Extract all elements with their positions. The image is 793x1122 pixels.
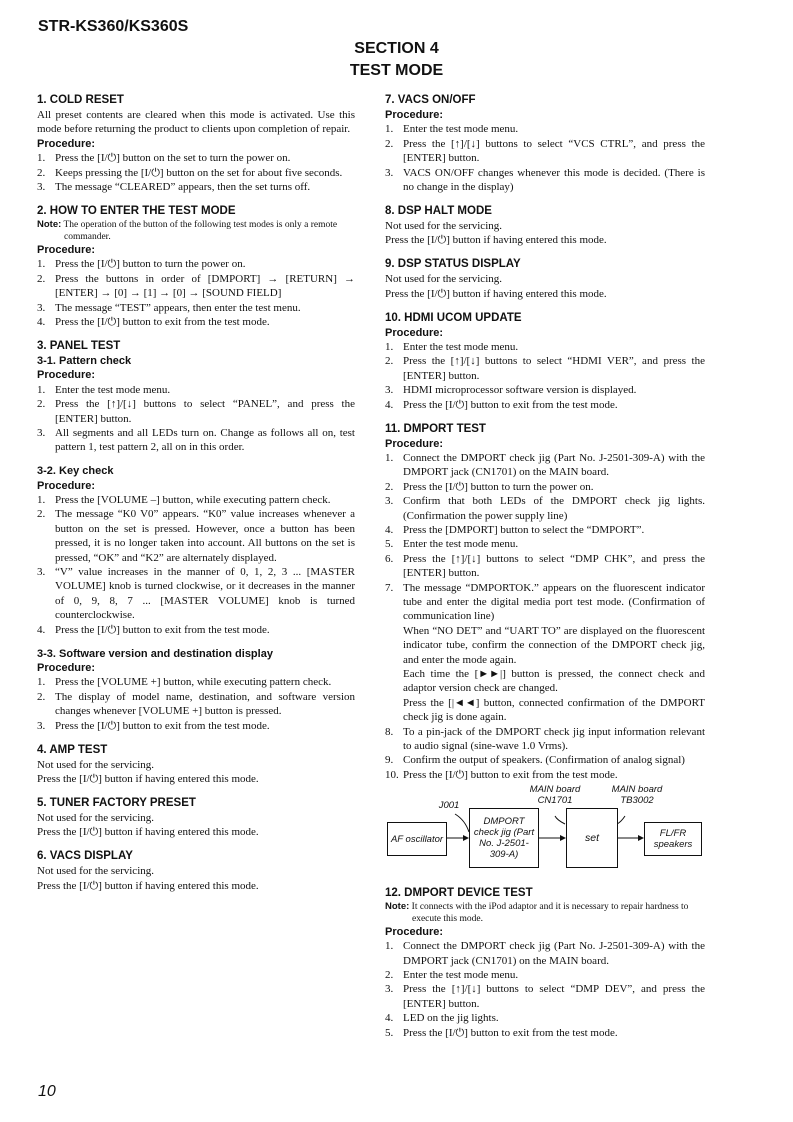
list-item: 8. To a pin-jack of the DMPORT check jig input information relevant to audio signal (sine-wave 1.0 Vrms). xyxy=(385,725,705,753)
list-item: 5. Enter the test mode menu. xyxy=(385,538,519,551)
section-vacs-on-off xyxy=(385,93,705,194)
hdmi-ucom-update-steps xyxy=(385,340,705,412)
note: Note: The operation of the button of the following test modes is only a remote commander. xyxy=(37,218,338,242)
procedure-label: Procedure: xyxy=(37,243,96,256)
list-item: 1. Enter the test mode menu. xyxy=(385,340,519,353)
list-item: 2. The message “K0 V0” appears. “K0” value increases whenever a button on the set is pressed. However, once a button has been pressed, it is no longer taken into account. All buttons on the set is pressed, “OK” and “K2” are alternately displayed. xyxy=(37,508,355,564)
list-item: 10. Press the [I/⏻] button to exit from the test mode. xyxy=(385,768,618,781)
procedure-label: Procedure: xyxy=(37,662,96,674)
software-version-steps xyxy=(37,675,355,733)
procedure-label: Procedure: xyxy=(37,369,96,382)
pattern-check-steps xyxy=(37,383,355,455)
section-tuner-factory-preset xyxy=(37,796,355,840)
section-dmport-test xyxy=(385,422,705,877)
af-oscillator-box: AF oscillator xyxy=(387,822,447,856)
list-item: 1. Press the [I/⏻] button to turn the power on. xyxy=(37,258,246,271)
heading-enter-test-mode: 2. HOW TO ENTER THE TEST MODE xyxy=(37,204,236,217)
connection-diagram xyxy=(385,784,705,876)
list-item: 4. Press the [I/⏻] button to exit from the test mode. xyxy=(37,315,270,328)
heading-cold-reset: 1. COLD RESET xyxy=(37,94,124,106)
text-line: Press the [I/⏻] button if having entered this mode. xyxy=(37,826,259,839)
list-item: 1. Enter the test mode menu. xyxy=(385,123,519,136)
key-check-steps xyxy=(37,493,355,637)
list-item: 7. The message “DMPORTOK.” appears on the fluorescent indicator tube and enter the digital media port test mode. (Confirmation of communication line) When “NO DET” and “UART TO” are displayed on the fluorescent indicator tube, confirm the connection of the DMPORT check jig, and enter the mode again. Each time the [►►|] button is pressed, the connect check and adaptor version check are changed. Press the [|◄◄] button, connected confirmation of the DMPORT check jig is done again. xyxy=(385,581,705,724)
procedure-label: Procedure: xyxy=(37,137,96,150)
text-line: Press the [I/⏻] button if having entered this mode. xyxy=(385,287,607,300)
heading-dsp-halt-mode: 8. DSP HALT MODE xyxy=(385,204,492,217)
list-item: 4. Press the [DMPORT] button to select the “DMPORT”. xyxy=(385,523,645,536)
model-name: STR-KS360/KS360S xyxy=(38,18,189,35)
procedure-label: Procedure: xyxy=(385,109,444,121)
vacs-on-off-steps xyxy=(385,122,705,194)
section-key-check xyxy=(37,464,355,637)
right-column xyxy=(385,93,705,1050)
dmport-jig-box: DMPORT check jig (Part No. J-2501-309-A) xyxy=(469,808,539,868)
list-item: 3. HDMI microprocessor software version is displayed. xyxy=(385,384,637,397)
step7-extra: When “NO DET” and “UART TO” are displayed on the fluorescent indicator tube, confirm the connection of the DMPORT check jig, and enter the mode again. Each time the [►►|] button is pressed, the connect check and adaptor version check are changed. Press the [|◄◄] button, connected confirmation of the DMPORT check jig is done again. xyxy=(403,624,705,724)
cold-reset-steps xyxy=(37,151,355,194)
page-number: 10 xyxy=(38,1083,56,1100)
procedure-label: Procedure: xyxy=(385,326,444,339)
heading-vacs-on-off: 7. VACS ON/OFF xyxy=(385,94,476,106)
section-title: TEST MODE xyxy=(349,62,444,79)
text-line: Not used for the servicing. xyxy=(37,811,154,824)
list-item: 3. Confirm that both LEDs of the DMPORT check jig lights. (Confirmation the power supply line) xyxy=(385,495,705,522)
list-item: 2. Press the buttons in order of [DMPORT] → [RETURN] → [ENTER] → [0] → [1] → [0] → [SOUND FIELD] xyxy=(37,272,355,300)
list-item: 2. Enter the test mode menu. xyxy=(385,968,519,981)
label-tb3002: MAIN board TB3002 xyxy=(611,784,663,807)
section-enter-test-mode xyxy=(37,204,355,329)
list-item: 3. Press the [I/⏻] button to exit from the test mode. xyxy=(37,719,270,732)
section-vacs-display xyxy=(37,849,355,893)
list-item: 5. Press the [I/⏻] button to exit from the test mode. xyxy=(385,1026,618,1039)
label-cn1701: MAIN board CN1701 xyxy=(529,784,581,807)
list-item: 9. Confirm the output of speakers. (Confirmation of analog signal) xyxy=(385,754,685,767)
list-item: 3. All segments and all LEDs turn on. Change as follows all on, test pattern 1, test pattern 2, all on in this order. xyxy=(37,426,355,454)
dmport-device-test-steps xyxy=(385,939,705,1040)
speakers-box: FL/FR speakers xyxy=(644,822,702,856)
left-column xyxy=(37,93,355,902)
text-line: Not used for the servicing. xyxy=(37,865,154,878)
list-item: 2. Press the [I/⏻] button to turn the power on. xyxy=(385,480,594,493)
note: Note: It connects with the iPod adaptor and it is necessary to repair hardness to execute this mode. xyxy=(385,900,689,924)
list-item: 3. The message “TEST” appears, then enter the test menu. xyxy=(37,301,301,314)
section-panel-test xyxy=(37,339,355,455)
procedure-label: Procedure: xyxy=(37,479,96,492)
text-line: Press the [I/⏻] button if having entered this mode. xyxy=(37,772,259,785)
heading-pattern-check: 3-1. Pattern check xyxy=(37,354,132,367)
section-dsp-halt-mode xyxy=(385,204,705,248)
text-line: Not used for the servicing. xyxy=(385,273,502,286)
list-item: 3. VACS ON/OFF changes whenever this mode is decided. (There is no change in the display) xyxy=(385,166,705,194)
list-item: 1. Enter the test mode menu. xyxy=(37,383,171,396)
heading-amp-test: 4. AMP TEST xyxy=(37,743,108,756)
list-item: 6. Press the [↑]/[↓] buttons to select “DMP CHK”, and press the [ENTER] button. xyxy=(385,552,705,580)
list-item: 2. Keeps pressing the [I/⏻] button on the set for about five seconds. xyxy=(37,166,343,179)
list-item: 3. “V” value increases in the manner of 0, 1, 2, 3 ... [MASTER VOLUME] knob is turned clockwise, or it decreases in the manner of 0, 9, 8, 7 ... [MASTER VOLUME] knob is turned counterclockwise. xyxy=(37,566,355,622)
text-line: Press the [I/⏻] button if having entered this mode. xyxy=(385,234,607,247)
list-item: 1. Connect the DMPORT check jig (Part No. J-2501-309-A) with the DMPORT jack (CN1701) on the MAIN board. xyxy=(385,451,705,479)
section-cold-reset xyxy=(37,93,355,194)
list-item: 1. Press the [VOLUME –] button, while executing pattern check. xyxy=(37,494,331,507)
list-item: 4. Press the [I/⏻] button to exit from the test mode. xyxy=(385,398,618,411)
set-box: set xyxy=(566,808,618,868)
text-line: Press the [I/⏻] button if having entered this mode. xyxy=(37,879,259,892)
procedure-label: Procedure: xyxy=(385,437,444,450)
procedure-label: Procedure: xyxy=(385,925,444,938)
dmport-test-steps xyxy=(385,451,705,782)
heading-software-version: 3-3. Software version and destination display xyxy=(37,647,273,660)
list-item: 1. Press the [VOLUME +] button, while executing pattern check. xyxy=(37,676,332,689)
list-item: 4. LED on the jig lights. xyxy=(385,1012,499,1025)
list-item: 1. Press the [I/⏻] button on the set to turn the power on. xyxy=(37,152,291,165)
section-number: SECTION 4 xyxy=(354,40,439,57)
heading-dsp-status-display: 9. DSP STATUS DISPLAY xyxy=(385,258,521,271)
section-hdmi-ucom-update xyxy=(385,311,705,412)
section-software-version xyxy=(37,647,355,733)
list-item: 1. Connect the DMPORT check jig (Part No. J-2501-309-A) with the DMPORT jack (CN1701) on the MAIN board. xyxy=(385,940,705,967)
heading-hdmi-ucom-update: 10. HDMI UCOM UPDATE xyxy=(385,311,522,324)
heading-tuner-factory-preset: 5. TUNER FACTORY PRESET xyxy=(37,796,196,809)
enter-test-mode-steps xyxy=(37,257,355,329)
text-line: Not used for the servicing. xyxy=(37,758,154,771)
heading-dmport-test: 11. DMPORT TEST xyxy=(385,422,486,435)
heading-key-check: 3-2. Key check xyxy=(37,465,114,478)
heading-vacs-display: 6. VACS DISPLAY xyxy=(37,850,133,863)
label-j001: J001 xyxy=(438,800,460,812)
list-item: 3. The message “CLEARED” appears, then the set turns off. xyxy=(37,181,311,194)
text-line: Not used for the servicing. xyxy=(385,219,502,232)
section-dmport-device-test xyxy=(385,886,705,1040)
list-item: 4. Press the [I/⏻] button to exit from the test mode. xyxy=(37,623,270,636)
section-amp-test xyxy=(37,743,355,787)
section-dsp-status-display xyxy=(385,257,705,301)
list-item: 2. Press the [↑]/[↓] buttons to select “VCS CTRL”, and press the [ENTER] button. xyxy=(385,137,705,165)
list-item: 2. Press the [↑]/[↓] buttons to select “PANEL”, and press the [ENTER] button. xyxy=(37,398,355,425)
list-item: 3. Press the [↑]/[↓] buttons to select “DMP DEV”, and press the [ENTER] button. xyxy=(385,983,705,1010)
heading-panel-test: 3. PANEL TEST xyxy=(37,339,121,352)
heading-dmport-device-test: 12. DMPORT DEVICE TEST xyxy=(385,886,533,899)
list-item: 2. The display of model name, destination, and software version changes whenever [VOLUME +] button is pressed. xyxy=(37,690,355,718)
cold-reset-intro: All preset contents are cleared when this mode is activated. Use this mode before returning the product to clients upon completion of repair. xyxy=(37,109,355,136)
list-item: 2. Press the [↑]/[↓] buttons to select “HDMI VER”, and press the [ENTER] button. xyxy=(385,355,705,382)
